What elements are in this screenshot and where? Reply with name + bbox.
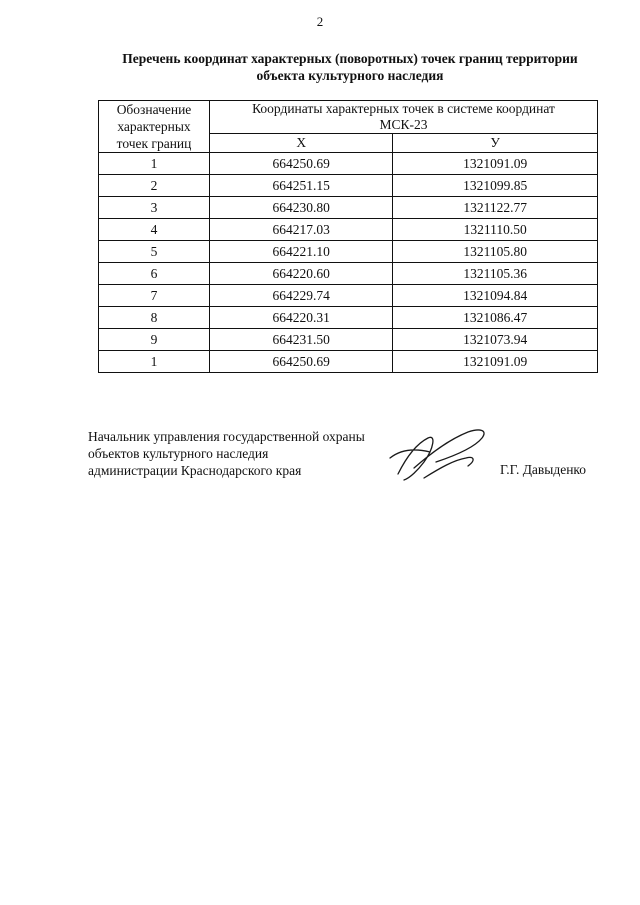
coordinates-table-body bbox=[99, 153, 598, 373]
document-title-line-1: Перечень координат характерных (поворотных) точек границ территории bbox=[122, 51, 578, 66]
document-title bbox=[80, 50, 620, 84]
table-row bbox=[99, 351, 598, 373]
signer-name: Г.Г. Давыденко bbox=[500, 462, 587, 477]
cell-x: 664230.80 bbox=[210, 197, 393, 219]
cell-x: 664217.03 bbox=[210, 219, 393, 241]
table-row bbox=[99, 263, 598, 285]
cell-y: 1321086.47 bbox=[393, 307, 598, 329]
cell-x: 664220.60 bbox=[210, 263, 393, 285]
signatory-position bbox=[88, 428, 365, 479]
cell-point: 1 bbox=[99, 153, 210, 175]
cell-y: 1321122.77 bbox=[393, 197, 598, 219]
header-y: У bbox=[393, 134, 598, 153]
page-number: 2 bbox=[316, 14, 324, 29]
cell-y: 1321091.09 bbox=[393, 351, 598, 373]
header-point-line: Обозначение bbox=[116, 102, 192, 117]
cell-y: 1321073.94 bbox=[393, 329, 598, 351]
header-coordinates-line: Координаты характерных точек в системе координат bbox=[252, 101, 555, 116]
table-row bbox=[99, 241, 598, 263]
table-row bbox=[99, 329, 598, 351]
cell-point: 8 bbox=[99, 307, 210, 329]
cell-y: 1321094.84 bbox=[393, 285, 598, 307]
document-title-line-2: объекта культурного наследия bbox=[256, 68, 444, 83]
cell-y: 1321091.09 bbox=[393, 153, 598, 175]
cell-y: 1321105.36 bbox=[393, 263, 598, 285]
header-coordinates-line: МСК-23 bbox=[379, 117, 428, 132]
table-row bbox=[99, 219, 598, 241]
cell-point: 9 bbox=[99, 329, 210, 351]
signatory-position-line: Начальник управления государственной охраны bbox=[88, 429, 365, 444]
signatory-position-line: объектов культурного наследия bbox=[88, 446, 269, 461]
cell-y: 1321105.80 bbox=[393, 241, 598, 263]
cell-point: 3 bbox=[99, 197, 210, 219]
cell-x: 664229.74 bbox=[210, 285, 393, 307]
header-x: X bbox=[210, 134, 393, 153]
signatory-position-line: администрации Краснодарского края bbox=[88, 463, 302, 478]
cell-point: 4 bbox=[99, 219, 210, 241]
handwritten-signature-icon bbox=[384, 418, 494, 488]
table-row bbox=[99, 285, 598, 307]
table-row bbox=[99, 153, 598, 175]
cell-x: 664250.69 bbox=[210, 153, 393, 175]
table-row bbox=[99, 175, 598, 197]
header-point-line: точек границ bbox=[116, 136, 192, 151]
cell-x: 664231.50 bbox=[210, 329, 393, 351]
cell-x: 664221.10 bbox=[210, 241, 393, 263]
header-point-line: характерных bbox=[117, 119, 191, 134]
cell-point: 2 bbox=[99, 175, 210, 197]
cell-x: 664220.31 bbox=[210, 307, 393, 329]
table-row bbox=[99, 197, 598, 219]
cell-point: 5 bbox=[99, 241, 210, 263]
table-row bbox=[99, 307, 598, 329]
cell-x: 664251.15 bbox=[210, 175, 393, 197]
header-coordinates bbox=[210, 101, 598, 134]
header-point-designation bbox=[99, 101, 210, 153]
coordinates-table bbox=[98, 100, 598, 373]
cell-point: 7 bbox=[99, 285, 210, 307]
cell-point: 1 bbox=[99, 351, 210, 373]
cell-y: 1321110.50 bbox=[393, 219, 598, 241]
cell-point: 6 bbox=[99, 263, 210, 285]
cell-y: 1321099.85 bbox=[393, 175, 598, 197]
cell-x: 664250.69 bbox=[210, 351, 393, 373]
